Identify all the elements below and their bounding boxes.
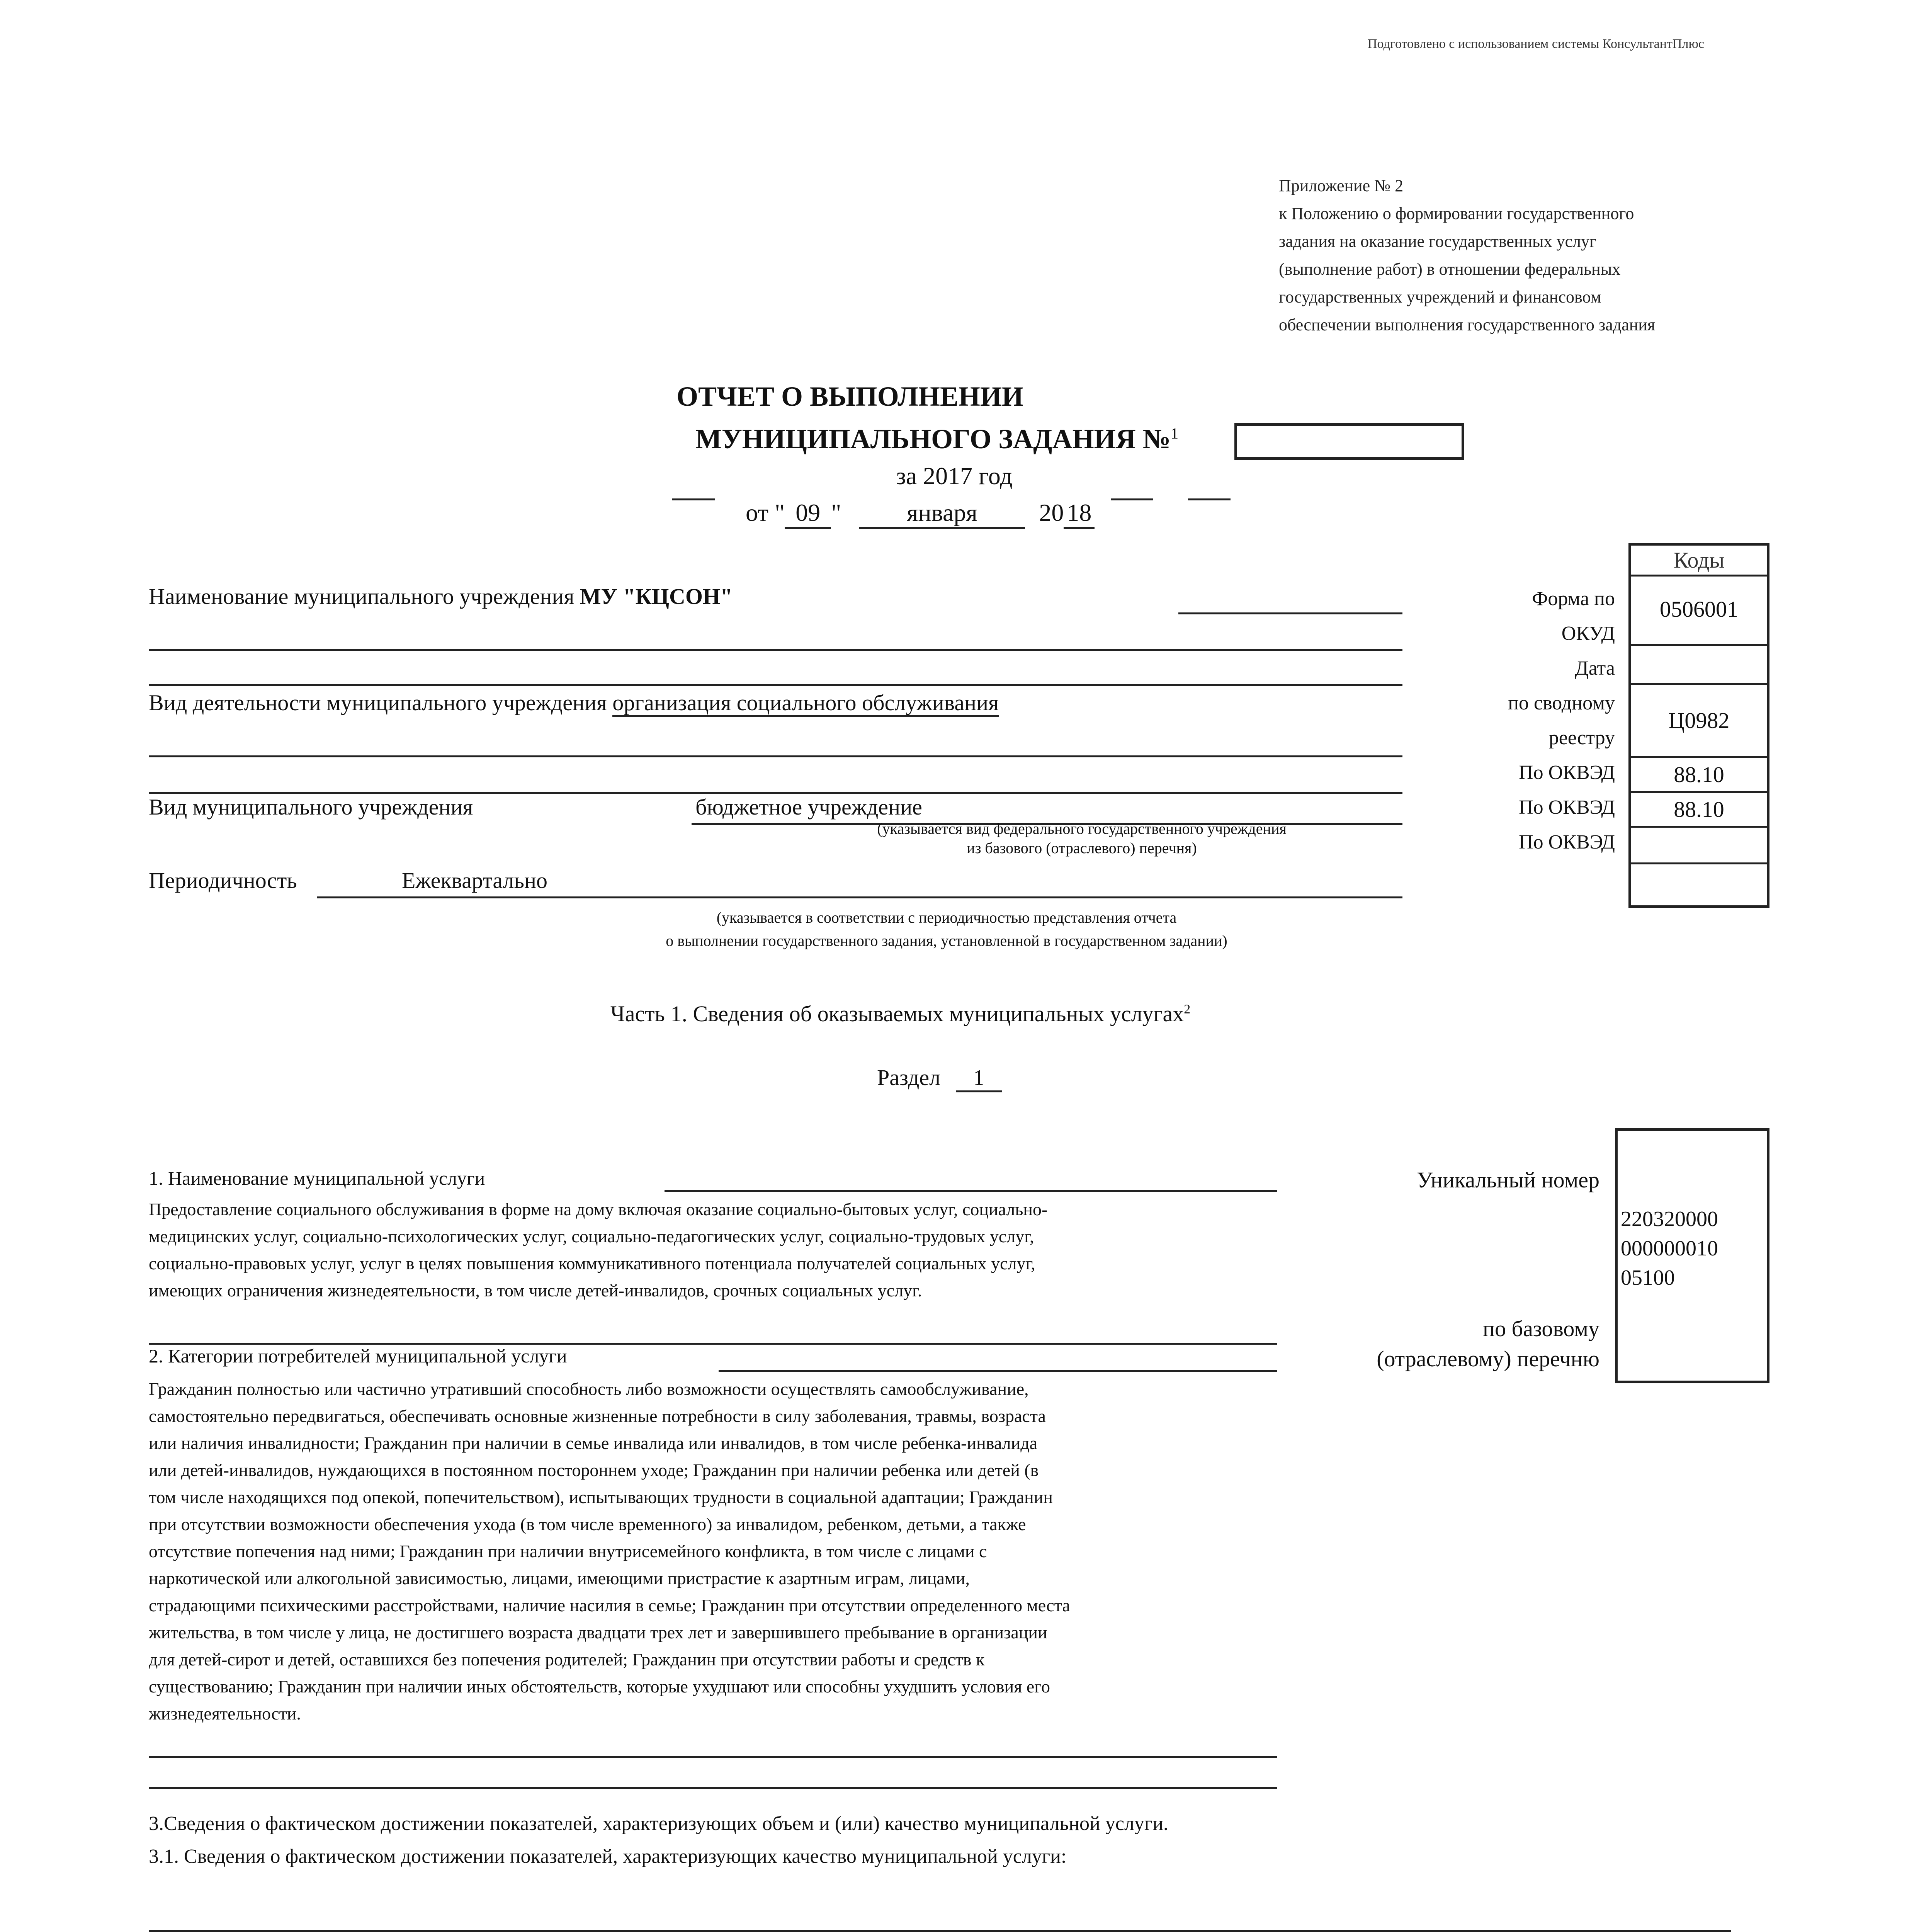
section-3-heading: 3.Сведения о фактическом достижении показателей, характеризующих объем и (или) качество муниципальной услуги. [149, 1813, 1169, 1835]
reestr-code: Ц0982 [1631, 685, 1767, 758]
okud-code: 0506001 [1631, 577, 1767, 646]
report-date: от " 09 " января 20 18 [746, 498, 1095, 529]
codes-empty-cell [1631, 864, 1767, 895]
categories-text: Гражданин полностью или частично утративший способность либо возможности осуществлять самообслуживание, самостоятельно передвигаться, обеспечивать основные жизненные потребности в силу заболевания, травмы, возраста или наличия инвалидности; Гражданин при наличии в семье инвалида или инвалидов, в том числе ребенка-инвалида или детей-инвалидов, нуждающихся в постоянном постороннем уходе; Гражданин при наличии ребенка или детей (в том числе находящихся под опекой, попечительством), испытывающих трудности в социальной адаптации; Гражданин при отсутствии возможности обеспечения ухода (в том числе временного) за инвалидом, ребенком, детьми, а также отсутствие попечения над ними; Гражданин при наличии внутрисемейного конфликта, в том числе с лицами с наркотической или алкогольной зависимостью, лицами, имеющими пристрастие к азартным играм, лицами, страдающими психическими расстройствами, наличие насилия в семье; Гражданин при отсутствии определенного места жительства, в том числе у лица, не достигшего возраста двадцати трех лет и завершившего пребывание в организации для детей-сирот и детей, оставшихся без попечения родителей; Гражданин при отсутствии работы и средств к существованию; Гражданин при наличии иных обстоятельств, которые ухудшают или способны ухудшить условия его жизнедеятельности. [149, 1379, 1070, 1723]
report-year: за 2017 год [896, 462, 1013, 490]
institution-name-value: МУ "КЦСОН" [580, 584, 733, 609]
unique-number-value: 220320000 000000010 05100 [1621, 1207, 1718, 1290]
service-name-label: 1. Наименование муниципальной услуги [149, 1167, 485, 1189]
section-number: 1 [956, 1065, 1002, 1092]
part-title: Часть 1. Сведения об оказываемых муниципальных услугах$^2$ [610, 1001, 1191, 1026]
activity [149, 690, 999, 716]
label-reestr: реестру [1548, 727, 1615, 749]
institution-type-label: Вид муниципального учреждения [149, 794, 473, 820]
codes-table [1628, 543, 1769, 908]
report-title: ОТЧЕТ О ВЫПОЛНЕНИИ [676, 381, 1023, 412]
appendix-line: обеспечении выполнения государственного задания [1279, 315, 1656, 334]
institution-type-value: бюджетное учреждение [695, 794, 922, 820]
footnote-1: 1 [1170, 425, 1178, 442]
period-label: Периодичность [149, 868, 297, 893]
period-value: Ежеквартально [402, 868, 547, 893]
date-day: 09 [785, 498, 831, 529]
institution-type-hint: (указывается вид федерального государственного учреждения из базового (отраслевого) перечня) [877, 820, 1287, 857]
task-number-box[interactable] [1234, 423, 1464, 460]
appendix-block [1279, 172, 1655, 339]
okved-code-3 [1631, 828, 1767, 864]
section: Раздел 1 [877, 1065, 1002, 1092]
report-subtitle-text: МУНИЦИПАЛЬНОГО ЗАДАНИЯ № [695, 423, 1171, 454]
label-okved-2: По ОКВЭД [1519, 796, 1615, 818]
appendix-line: к Положению о формировании государственного [1279, 204, 1634, 223]
label-forma: Форма по [1532, 588, 1615, 610]
label-okud: ОКУД [1561, 622, 1615, 645]
activity-value: организация социального обслуживания [612, 690, 999, 717]
codes-labels [1391, 582, 1615, 860]
appendix-line: государственных учреждений и финансовом [1279, 287, 1601, 306]
prepared-note: Подготовлено с использованием системы КонсультантПлюс [1368, 37, 1704, 51]
okved-code-1: 88.10 [1631, 758, 1767, 793]
label-okved-1: По ОКВЭД [1519, 762, 1615, 784]
label-date: Дата [1575, 657, 1615, 679]
service-name-text: Предоставление социального обслуживания в форме на дому включая оказание социально-бытовых услуг, социально- медицинских услуг, социально-психологических услуг, социально-педагогических услуг, социально-трудовых услуг, социально-правовых услуг, услуг в целях повышения коммуникативного потенциала получателей социальных услуг, имеющих ограничения жизнедеятельности, в том числе детей-инвалидов, срочных социальных услуг. [149, 1199, 1048, 1300]
appendix-line: Приложение № 2 [1279, 176, 1404, 195]
label-svod: по сводному [1508, 692, 1615, 714]
quality-table [149, 1930, 1731, 1932]
report-subtitle [695, 423, 1178, 455]
unique-number-label: Уникальный номер [1417, 1167, 1599, 1192]
label-okved-3: По ОКВЭД [1519, 831, 1615, 853]
section-31-heading: 3.1. Сведения о фактическом достижении показателей, характеризующих качество муниципальной услуги: [149, 1845, 1067, 1867]
codes-header: Коды [1631, 546, 1767, 577]
unique-number-box [1615, 1128, 1769, 1383]
date-code [1631, 646, 1767, 685]
okved-code-2: 88.10 [1631, 793, 1767, 828]
institution-name [149, 583, 733, 609]
date-year: 18 [1064, 498, 1095, 529]
base-list-label: по базовому (отраслевому) перечню [1377, 1316, 1599, 1371]
appendix-line: (выполнение работ) в отношении федеральных [1279, 260, 1621, 279]
date-month: января [859, 498, 1025, 529]
categories-label: 2. Категории потребителей муниципальной услуги [149, 1345, 567, 1367]
institution-name-label: Наименование муниципального учреждения [149, 584, 575, 609]
appendix-line: задания на оказание государственных услуг [1279, 232, 1597, 251]
period-hint: (указывается в соответствии с периодичностью представления отчета о выполнении государственного задания, установленной в государственном задании) [666, 909, 1227, 949]
activity-label: Вид деятельности муниципального учреждения [149, 690, 607, 715]
